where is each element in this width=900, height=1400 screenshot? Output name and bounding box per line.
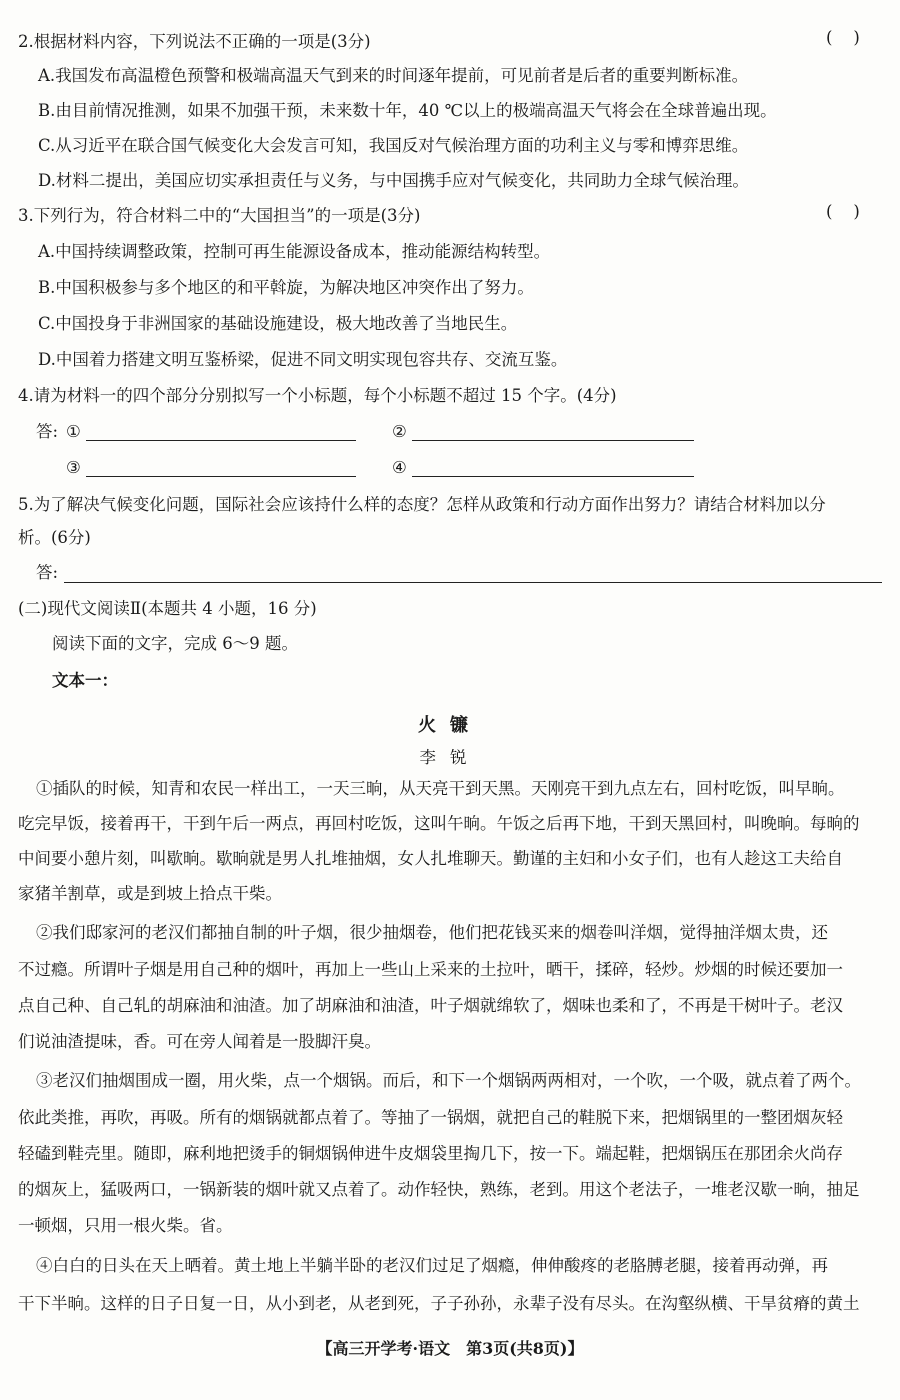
question-2-option-d: D.材料二提出，美国应切实承担责任与义务，与中国携手应对气候变化，共同助力全球气候治理。 xyxy=(38,171,749,190)
paragraph-4-line-1: ④白白的日头在天上晒着。黄土地上半躺半卧的老汉们过足了烟瘾，伸伸酸疼的老胳膊老腿，接着再动弹，再 xyxy=(36,1256,828,1275)
question-3-option-a: A.中国持续调整政策，控制可再生能源设备成本，推动能源结构转型。 xyxy=(38,242,551,261)
answer-blank-2[interactable] xyxy=(412,440,694,441)
section-2-instruction: 阅读下面的文字，完成 6～9 题。 xyxy=(52,634,298,653)
section-2-heading: (二)现代文阅读Ⅱ(本题共 4 小题，16 分) xyxy=(18,599,317,618)
question-4-stem: 4.请为材料一的四个部分分别拟写一个小标题，每个小标题不超过 15 个字。(4分) xyxy=(18,386,617,405)
paragraph-2-line-3: 点自己种、自己轧的胡麻油和油渣。加了胡麻油和油渣，叶子烟就绵软了，烟味也柔和了，不再是干树叶子。老汉 xyxy=(18,996,843,1015)
question-5-answer-prefix: 答: xyxy=(36,563,59,582)
paragraph-2-line-1: ②我们邸家河的老汉们都抽自制的叶子烟，很少抽烟卷，他们把花钱买来的烟卷叫洋烟，觉得抽洋烟太贵，还 xyxy=(36,923,828,942)
question-4-answer-prefix: 答: xyxy=(36,422,59,441)
question-5-stem-line-1: 5.为了解决气候变化问题，国际社会应该持什么样的态度？怎样从政策和行动方面作出努力？请结合材料加以分 xyxy=(18,495,826,514)
text-one-label: 文本一： xyxy=(52,671,118,690)
question-2-option-a: A.我国发布高温橙色预警和极端高温天气到来的时间逐年提前，可见前者是后者的重要判断标准。 xyxy=(38,66,749,85)
paragraph-2-line-4: 们说油渣提味，香。可在旁人闻着是一股脚汗臭。 xyxy=(18,1032,381,1051)
paragraph-3-line-2: 依此类推，再吹，再吸。所有的烟锅就都点着了。等抽了一锅烟，就把自己的鞋脱下来，把烟锅里的一整团烟灰轻 xyxy=(18,1108,843,1127)
answer-blank-1[interactable] xyxy=(86,440,356,441)
blank-marker-2: ② xyxy=(392,422,407,441)
question-3-option-d: D.中国着力搭建文明互鉴桥梁，促进不同文明实现包容共存、交流互鉴。 xyxy=(38,350,568,369)
paragraph-1-line-3: 中间要小憩片刻，叫歇晌。歇晌就是男人扎堆抽烟，女人扎堆聊天。勤谨的主妇和小女子们，也有人趁这工夫给自 xyxy=(18,849,843,868)
paragraph-1-line-1: ①插队的时候，知青和农民一样出工，一天三晌，从天亮干到天黑。天刚亮干到九点左右，回村吃饭，叫早晌。 xyxy=(36,779,845,798)
answer-blank-3[interactable] xyxy=(86,476,356,477)
question-5-stem-line-2: 析。(6分) xyxy=(18,528,91,547)
paragraph-3-line-1: ③老汉们抽烟围成一圈，用火柴，点一个烟锅。而后，和下一个烟锅两两相对，一个吹，一个吸，就点着了两个。 xyxy=(36,1071,861,1090)
page-footer: 【高三开学考·语文 第3页(共8页)】 xyxy=(316,1339,584,1358)
question-3-option-c: C.中国投身于非洲国家的基础设施建设，极大地改善了当地民生。 xyxy=(38,314,518,333)
article-author: 李锐 xyxy=(419,748,481,767)
paragraph-4-line-2: 干下半晌。这样的日子日复一日，从小到老，从老到死，子子孙孙，永辈子没有尽头。在沟壑纵横、干旱贫瘠的黄土 xyxy=(18,1294,860,1313)
paragraph-3-line-4: 的烟灰上，猛吸两口，一锅新装的烟叶就又点着了。动作轻快，熟练，老到。用这个老法子，一堆老汉歇一晌，抽足 xyxy=(18,1180,860,1199)
blank-marker-3: ③ xyxy=(66,458,81,477)
article-title: 火镰 xyxy=(418,715,482,736)
paragraph-3-line-5: 一顿烟，只用一根火柴。省。 xyxy=(18,1216,233,1235)
question-3-answer-bracket: ( ) xyxy=(826,202,860,221)
paragraph-1-line-4: 家猪羊割草，或是到坡上拾点干柴。 xyxy=(18,884,282,903)
question-2-answer-bracket: ( ) xyxy=(826,28,860,47)
answer-blank-4[interactable] xyxy=(412,476,694,477)
question-2-option-c: C.从习近平在联合国气候变化大会发言可知，我国反对气候治理方面的功利主义与零和博弈思维。 xyxy=(38,136,749,155)
paragraph-1-line-2: 吃完早饭，接着再干，干到午后一两点，再回村吃饭，这叫午晌。午饭之后再下地，干到天黑回村，叫晚晌。每晌的 xyxy=(18,814,860,833)
question-3-stem: 3.下列行为，符合材料二中的“大国担当”的一项是(3分) xyxy=(18,206,421,225)
question-2-stem: 2.根据材料内容，下列说法不正确的一项是(3分) xyxy=(18,32,371,51)
paragraph-3-line-3: 轻磕到鞋壳里。随即，麻利地把烫手的铜烟锅伸进牛皮烟袋里掏几下，按一下。端起鞋，把烟锅压在那团余火尚存 xyxy=(18,1144,843,1163)
question-5-answer-line[interactable] xyxy=(64,582,882,583)
paragraph-2-line-2: 不过瘾。所谓叶子烟是用自己种的烟叶，再加上一些山上采来的土拉叶，晒干，揉碎，轻炒。炒烟的时候还要加一 xyxy=(18,960,843,979)
blank-marker-1: ① xyxy=(66,422,81,441)
question-3-option-b: B.中国积极参与多个地区的和平斡旋，为解决地区冲突作出了努力。 xyxy=(38,278,534,297)
blank-marker-4: ④ xyxy=(392,458,407,477)
question-2-option-b: B.由目前情况推测，如果不加强干预，未来数十年，40 ℃以上的极端高温天气将会在全球普遍出现。 xyxy=(38,101,777,120)
